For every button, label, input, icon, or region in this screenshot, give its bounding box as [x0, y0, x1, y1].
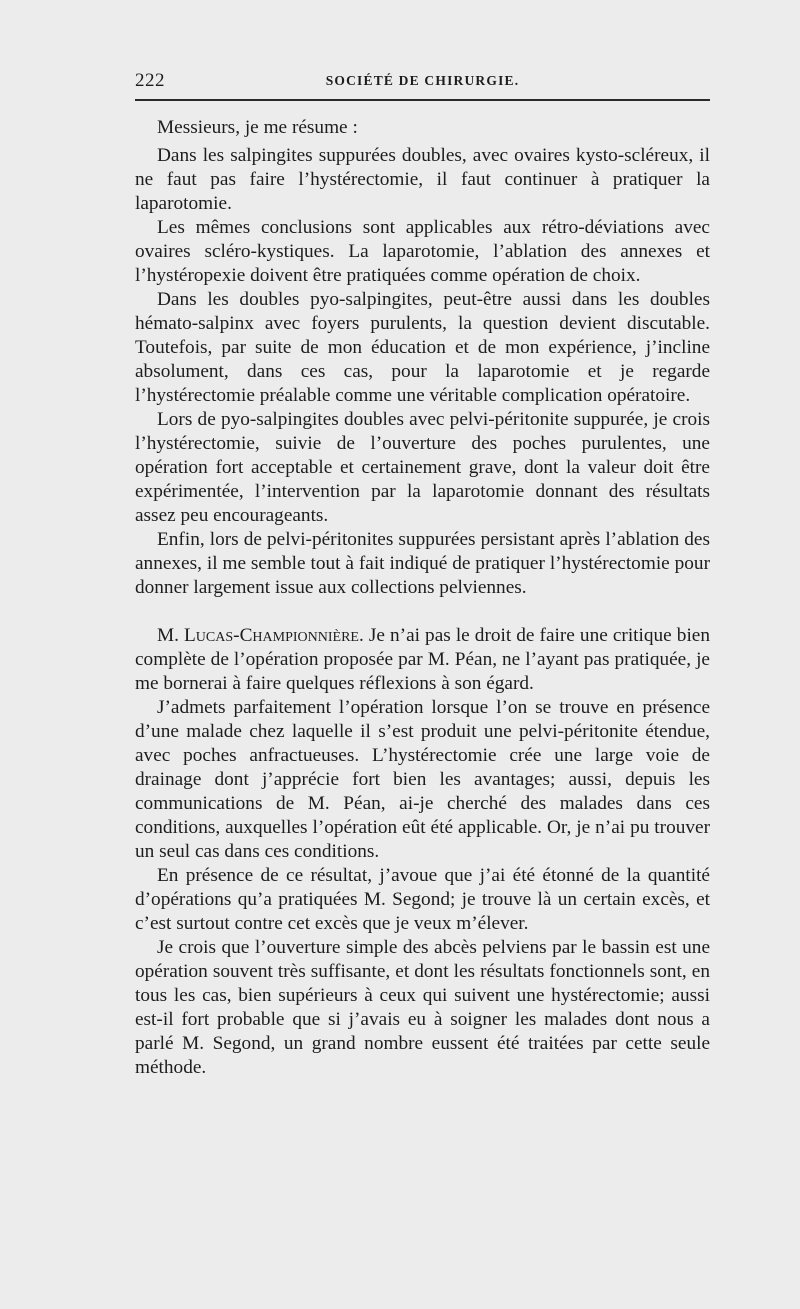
page-number: 222	[135, 70, 165, 91]
paragraph: Je crois que l’ouverture simple des abcès pelviens par le bassin est une opération souvent très suffisante, et dont les résultats fonctionnels sont, en tous les cas, bien supérieurs à ceux qui suivent une hystérectomie; aussi est-il fort probable que si j’avais eu à soigner les malades dont nous a parlé M. Segond, un grand nombre eussent été traitées par cette seule méthode.	[135, 937, 710, 1078]
speech-paragraph	[135, 624, 710, 696]
paragraph: Messieurs, je me résume :	[157, 117, 358, 138]
paragraph: Lors de pyo-salpingites doubles avec pelvi-péritonite suppurée, je crois l’hystérectomie, suivie de l’ouverture des poches purulentes, une opération fort acceptable et certainement grave, dont la valeur doit être expérimentée, l’intervention par la laparotomie donnant des résultats assez peu encourageants.	[135, 409, 710, 526]
paragraph: Dans les salpingites suppurées doubles, avec ovaires kysto-scléreux, il ne faut pas faire l’hystérectomie, il faut continuer à pratiquer la laparotomie.	[135, 145, 710, 214]
paragraph: Les mêmes conclusions sont applicables aux rétro-déviations avec ovaires scléro-kystiques. La laparotomie, l’ablation des annexes et l’hystéropexie doivent être pratiquées comme opération de choix.	[135, 217, 710, 286]
speech-text: Je n’ai pas le droit de faire une critique bien complète de l’opération proposée par M. Péan, ne l’ayant pas pratiquée, je me bornerai à faire quelques réflexions à son égard.	[135, 625, 710, 694]
paragraph: Dans les doubles pyo-salpingites, peut-être aussi dans les doubles hémato-salpinx avec foyers purulents, la question devient discutable. Toutefois, par suite de mon éducation et de mon expérience, j’incline absolument, dans ces cas, pour la laparotomie et je regarde l’hystérectomie préalable comme une véritable complication opératoire.	[135, 289, 710, 406]
speaker-name: M. Lucas-Championnière.	[157, 625, 364, 646]
paragraph: En présence de ce résultat, j’avoue que j’ai été étonné de la quantité d’opérations qu’a pratiquées M. Segond; je trouve là un certain excès, et c’est surtout contre cet excès que je veux m’élever.	[135, 865, 710, 934]
page-header	[135, 70, 710, 92]
paragraph: J’admets parfaitement l’opération lorsque l’on se trouve en présence d’une malade chez laquelle il s’est produit une pelvi-péritonite étendue, avec poches anfractueuses. L’hystérectomie crée une large voie de drainage dont j’apprécie fort bien les avantages; aussi, depuis les communications de M. Péan, ai-je cherché des malades dans ces conditions, auxquelles l’opération eût été applicable. Or, je n’ai pu trouver un seul cas dans ces conditions.	[135, 697, 710, 862]
running-title: SOCIÉTÉ DE CHIRURGIE.	[325, 73, 520, 88]
paragraph: Enfin, lors de pelvi-péritonites suppurées persistant après l’ablation des annexes, il me semble tout à fait indiqué de pratiquer l’hystérectomie pour donner largement issue aux collections pelviennes.	[135, 529, 710, 598]
body-text	[135, 116, 710, 1080]
header-rule	[135, 99, 710, 101]
